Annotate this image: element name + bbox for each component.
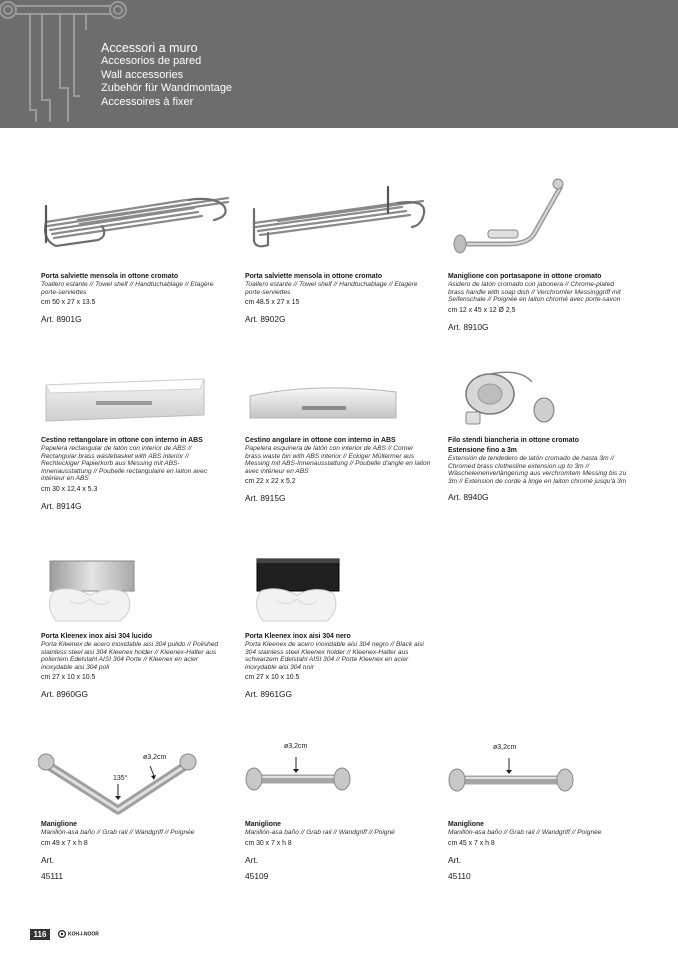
product-card-45111 <box>41 821 231 881</box>
product-title: Cestino angolare in ottone con interno in ABS <box>245 437 396 444</box>
product-article-number: 45111 <box>41 870 64 881</box>
kleenex-holder-black-image <box>245 555 345 625</box>
section-title-it: Accessori a muro <box>101 41 198 55</box>
product-dimensions: cm 12 x 45 x 12 Ø 2,5 <box>448 306 516 314</box>
section-title-fr: Accessoires à fixer <box>101 95 194 108</box>
product-subtitle: Estensione fino a 3m <box>448 447 517 454</box>
product-title: Porta Kleenex inox aisi 304 nero <box>245 633 351 640</box>
section-title-de: Zubehör für Wandmontage <box>101 82 233 95</box>
grab-bar-soap-dish-image <box>448 178 588 258</box>
brand-name: KOH-I-NOOR <box>68 931 99 938</box>
product-title: Porta salviette mensola in ottone cromato <box>41 273 179 280</box>
towel-shelf-8901g-image <box>38 180 233 255</box>
product-description: Toallero estante // Towel shelf // Handtuchablage // Etagère porte-serviettes <box>245 281 418 296</box>
diameter-callout: ø3,2cm <box>284 743 308 750</box>
angled-grab-rail-image <box>38 748 208 818</box>
product-card-8914g <box>41 437 231 511</box>
product-title: Maniglione con portasapone in ottone cromato <box>448 273 602 280</box>
product-card-8901g <box>41 273 231 324</box>
section-title-en: Wall accessories <box>101 68 184 81</box>
clothesline-image <box>446 370 576 430</box>
straight-grab-rail-30-image <box>244 755 354 795</box>
product-article: Art. 8961GG <box>245 689 293 700</box>
towel-shelf-8902g-image <box>248 183 428 258</box>
product-title: Maniglione <box>245 821 281 828</box>
section-titles <box>101 41 232 109</box>
product-article: Art. 8960GG <box>41 689 89 700</box>
product-description: Manillón-asa baño // Grab rail // Wandgriff // Poignée <box>41 829 195 836</box>
product-card-8910g <box>448 273 630 332</box>
product-description: Papelera rectangular de latón con interior de ABS // Rectangular brass wastebasket with ABS interior // Rechteckiger Papierkorb aus Messing mit ABS-Innenausstattung // Poubelle rectangulaire en laiton avec intérieur en ABS <box>41 445 208 483</box>
brand-mark-icon <box>58 930 66 938</box>
product-description: Papelera esquinera de latón con interior de ABS // Corner brass waste bin with ABS interior // Eckiger Müllermer aus Messing mit ABS-Innenausstattung // Poubelle d'angle en laiton avec intérieur en ABS <box>245 445 431 475</box>
product-description: Extensión de tendedero de latón cromado de hasta 3m // Chromed brass clothesline extension up to 3m // Wäscheleinenverlängerung aus verchromtem Messing bis zu 3m // Extension de corde à linge en laiton chromé jusqu'à 3m <box>448 455 627 485</box>
product-title: Cestino rettangolare in ottone con interno in ABS <box>41 437 203 444</box>
product-card-8961gg <box>245 633 435 699</box>
product-card-8902g <box>245 273 435 324</box>
product-title: Maniglione <box>41 821 77 828</box>
straight-grab-rail-45-image <box>447 756 577 796</box>
product-article: Art. <box>245 854 259 865</box>
product-dimensions: cm 45 x 7 x h 8 <box>448 839 495 847</box>
page-number: 116 <box>30 929 50 940</box>
page-header <box>0 0 678 128</box>
section-title-es: Accesorios de pared <box>101 55 202 67</box>
product-description: Asidero de latón cromado con jabonera // Chrome-plated brass handle with soap dish // Verchromter Messinggriff mit Seifenschale // Poignée en laiton chromé avec porte-savon <box>448 281 621 304</box>
product-description: Toallero estante // Towel shelf // Handtuchablage // Etagère porte-serviettes <box>41 281 214 296</box>
product-article: Art. 8902G <box>245 314 286 325</box>
product-dimensions: cm 22 x 22 x 5.2 <box>245 478 296 486</box>
product-article: Art. 8901G <box>41 314 82 325</box>
product-title: Maniglione <box>448 821 484 828</box>
product-article: Art. <box>41 854 55 865</box>
product-dimensions: cm 50 x 27 x 13.5 <box>41 299 96 307</box>
product-description: Porta Kleenex de acero inoxidable aisi 304 pulido // Polished stainless steel aisi 304 Kleenex holder // Kleenex-Halter aus poliertem Edelstahl AISI 304 Porte // Kleenex en acier inoxydable aisi 304 poli <box>41 641 219 671</box>
kleenex-holder-polished-image <box>40 555 140 625</box>
corner-basket-image <box>246 378 406 428</box>
product-article: Art. 8910G <box>448 321 489 332</box>
product-dimensions: cm 27 x 10 x 10.5 <box>245 674 300 682</box>
product-description: Manillón-asa baño // Grab rail // Wandgriff // Poigné <box>245 829 395 836</box>
product-title: Porta salviette mensola in ottone cromato <box>245 273 383 280</box>
product-dimensions: cm 48.5 x 27 x 15 <box>245 299 300 307</box>
product-title: Filo stendi biancheria in ottone cromato <box>448 437 579 444</box>
product-article: Art. 8915G <box>245 493 286 504</box>
product-card-45109 <box>245 821 435 881</box>
product-card-8915g <box>245 437 435 503</box>
rectangular-basket-image <box>40 375 210 425</box>
product-description: Porta Kleenex de acero inoxidable aisi 304 negro // Black aisi 304 stainless steel Kleenex holder // Kleenex-Halter aus schwarzem Edelstahl AISI 304 // Porte Kleenex en acier inoxydable aisi 304 noir <box>245 641 424 671</box>
product-article-number: 45110 <box>448 870 471 881</box>
product-article: Art. <box>448 854 462 865</box>
product-article-number: 45109 <box>245 870 269 881</box>
product-article: Art. 8940G <box>448 492 489 503</box>
product-title: Porta Kleenex inox aisi 304 lucido <box>41 633 153 640</box>
product-description: Manillón-asa baño // Grab rail // Wandgriff // Poignée <box>448 829 602 836</box>
product-card-45110 <box>448 821 638 881</box>
product-dimensions: cm 49 x 7 x h 8 <box>41 839 88 847</box>
product-dimensions: cm 30 x 12,4 x 5.3 <box>41 485 98 493</box>
product-article: Art. 8914G <box>41 500 82 511</box>
product-dimensions: cm 30 x 7 x h 8 <box>245 839 292 847</box>
product-card-8940g <box>448 437 632 502</box>
brand-logo <box>58 930 99 939</box>
diameter-callout: ø3,2cm <box>143 754 167 761</box>
product-card-8960gg <box>41 633 231 699</box>
angle-callout: 135° <box>113 775 128 782</box>
product-dimensions: cm 27 x 10 x 10.5 <box>41 674 96 682</box>
diameter-callout: ø3,2cm <box>493 744 517 751</box>
